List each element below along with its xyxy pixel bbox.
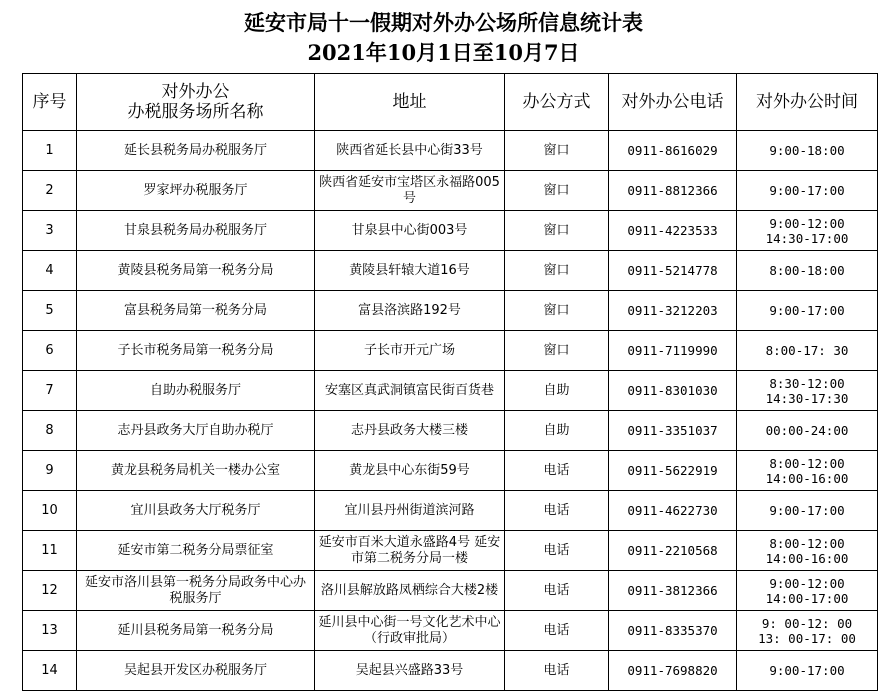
seq-cell: 9: [23, 451, 77, 491]
mode-cell: 窗口: [505, 171, 609, 211]
hours-cell: [737, 531, 878, 571]
office-name-cell: 甘泉县税务局办税服务厅: [77, 211, 315, 251]
header-name: [77, 74, 315, 131]
hours-line2: 14:00-16:00: [765, 470, 849, 486]
seq-cell: 4: [23, 251, 77, 291]
phone-cell: 0911-3351037: [609, 411, 737, 451]
hours-line1: 9:00-17:00: [769, 663, 845, 678]
address-cell: 安塞区真武洞镇富民街百货巷: [315, 371, 505, 411]
phone-cell: 0911-7119990: [609, 331, 737, 371]
header-hours: 对外办公时间: [737, 74, 878, 131]
table-header-row: [23, 74, 878, 131]
address-cell: 富县洛滨路192号: [315, 291, 505, 331]
address-cell: 吴起县兴盛路33号: [315, 651, 505, 691]
table-row: [23, 531, 878, 571]
hours-cell: [737, 291, 878, 331]
table-row: [23, 131, 878, 171]
table-row: [23, 451, 878, 491]
mode-cell: 窗口: [505, 211, 609, 251]
phone-cell: 0911-2210568: [609, 531, 737, 571]
table-row: [23, 251, 878, 291]
address-cell: 黄龙县中心东街59号: [315, 451, 505, 491]
table-row: [23, 171, 878, 211]
office-name-cell: 志丹县政务大厅自助办税厅: [77, 411, 315, 451]
hours-line1: 8:00-12:00: [769, 535, 845, 551]
phone-cell: 0911-8812366: [609, 171, 737, 211]
office-name-cell: 子长市税务局第一税务分局: [77, 331, 315, 371]
document-title: 延安市局十一假期对外办公场所信息统计表: [244, 10, 643, 35]
mode-cell: 电话: [505, 571, 609, 611]
address-cell: 黄陵县轩辕大道16号: [315, 251, 505, 291]
hours-line2: 14:00-16:00: [765, 550, 849, 566]
hours-line1: 9:00-18:00: [769, 143, 845, 158]
document-subtitle: 2021年10月1日至10月7日: [307, 40, 580, 65]
office-name-cell: 黄龙县税务局机关一楼办公室: [77, 451, 315, 491]
address-cell: 甘泉县中心街003号: [315, 211, 505, 251]
hours-line1: 9:00-17:00: [769, 303, 845, 318]
phone-cell: 0911-8301030: [609, 371, 737, 411]
hours-line2: 14:30-17:00: [765, 230, 849, 246]
mode-cell: 电话: [505, 531, 609, 571]
phone-cell: 0911-5622919: [609, 451, 737, 491]
table-row: [23, 211, 878, 251]
office-name-cell: 自助办税服务厅: [77, 371, 315, 411]
hours-line1: 9:00-12:00: [769, 575, 845, 591]
seq-cell: 11: [23, 531, 77, 571]
seq-cell: 2: [23, 171, 77, 211]
seq-cell: 12: [23, 571, 77, 611]
table-row: [23, 571, 878, 611]
office-name-cell: 延长县税务局办税服务厅: [77, 131, 315, 171]
mode-cell: 电话: [505, 491, 609, 531]
mode-cell: 窗口: [505, 131, 609, 171]
hours-line1: 8:00-12:00: [769, 455, 845, 471]
office-name-cell: 延安市第二税务分局票征室: [77, 531, 315, 571]
phone-cell: 0911-3812366: [609, 571, 737, 611]
phone-cell: 0911-8335370: [609, 611, 737, 651]
hours-line2: 13: 00-17: 00: [758, 630, 856, 646]
header-mode: 办公方式: [505, 74, 609, 131]
phone-cell: 0911-8616029: [609, 131, 737, 171]
table-row: [23, 491, 878, 531]
mode-cell: 窗口: [505, 251, 609, 291]
hours-cell: [737, 451, 878, 491]
seq-cell: 10: [23, 491, 77, 531]
hours-line2: 14:00-17:00: [765, 590, 849, 606]
header-seq: 序号: [23, 74, 77, 131]
office-name-cell: 黄陵县税务局第一税务分局: [77, 251, 315, 291]
hours-cell: [737, 651, 878, 691]
office-name-cell: 吴起县开发区办税服务厅: [77, 651, 315, 691]
office-name-cell: 延川县税务局第一税务分局: [77, 611, 315, 651]
table-row: [23, 651, 878, 691]
hours-line1: 00:00-24:00: [765, 423, 849, 438]
hours-line1: 8:00-17: 30: [765, 343, 849, 358]
office-name-cell: 延安市洛川县第一税务分局政务中心办税服务厅: [77, 571, 315, 611]
phone-cell: 0911-3212203: [609, 291, 737, 331]
address-cell: 陕西省延长县中心街33号: [315, 131, 505, 171]
office-name-cell: 富县税务局第一税务分局: [77, 291, 315, 331]
hours-line1: 9: 00-12: 00: [761, 615, 853, 631]
table-row: [23, 611, 878, 651]
seq-cell: 1: [23, 131, 77, 171]
hours-line1: 9:00-12:00: [769, 215, 845, 231]
header-name-line1: 对外办公: [161, 82, 230, 102]
table-row: [23, 331, 878, 371]
hours-cell: [737, 131, 878, 171]
mode-cell: 电话: [505, 651, 609, 691]
hours-cell: [737, 571, 878, 611]
hours-cell: [737, 411, 878, 451]
mode-cell: 窗口: [505, 291, 609, 331]
seq-cell: 3: [23, 211, 77, 251]
hours-cell: [737, 211, 878, 251]
hours-cell: [737, 371, 878, 411]
hours-line1: 8:30-12:00: [769, 375, 845, 391]
office-name-cell: 宜川县政务大厅税务厅: [77, 491, 315, 531]
seq-cell: 6: [23, 331, 77, 371]
table-row: [23, 411, 878, 451]
seq-cell: 5: [23, 291, 77, 331]
hours-cell: [737, 491, 878, 531]
hours-line2: 14:30-17:30: [765, 390, 849, 406]
header-phone: 对外办公电话: [609, 74, 737, 131]
header-address: 地址: [315, 74, 505, 131]
address-cell: 子长市开元广场: [315, 331, 505, 371]
phone-cell: 0911-4622730: [609, 491, 737, 531]
mode-cell: 窗口: [505, 331, 609, 371]
office-info-table: [22, 73, 878, 691]
header-name-line2: 办税服务场所名称: [127, 102, 264, 122]
mode-cell: 自助: [505, 371, 609, 411]
hours-line1: 9:00-17:00: [769, 503, 845, 518]
phone-cell: 0911-4223533: [609, 211, 737, 251]
phone-cell: 0911-5214778: [609, 251, 737, 291]
phone-cell: 0911-7698820: [609, 651, 737, 691]
hours-cell: [737, 171, 878, 211]
mode-cell: 自助: [505, 411, 609, 451]
hours-line1: 9:00-17:00: [769, 183, 845, 198]
hours-cell: [737, 251, 878, 291]
hours-cell: [737, 611, 878, 651]
address-cell: 宜川县丹州街道滨河路: [315, 491, 505, 531]
hours-cell: [737, 331, 878, 371]
address-cell: 陕西省延安市宝塔区永福路005号: [315, 171, 505, 211]
table-row: [23, 371, 878, 411]
seq-cell: 14: [23, 651, 77, 691]
address-cell: 志丹县政务大楼三楼: [315, 411, 505, 451]
mode-cell: 电话: [505, 451, 609, 491]
address-cell: 延安市百米大道永盛路4号 延安市第二税务分局一楼: [315, 531, 505, 571]
address-cell: 延川县中心街一号文化艺术中心（行政审批局）: [315, 611, 505, 651]
seq-cell: 7: [23, 371, 77, 411]
table-row: [23, 291, 878, 331]
seq-cell: 13: [23, 611, 77, 651]
hours-line1: 8:00-18:00: [769, 263, 845, 278]
office-name-cell: 罗家坪办税服务厅: [77, 171, 315, 211]
mode-cell: 电话: [505, 611, 609, 651]
seq-cell: 8: [23, 411, 77, 451]
address-cell: 洛川县解放路凤栖综合大楼2楼: [315, 571, 505, 611]
